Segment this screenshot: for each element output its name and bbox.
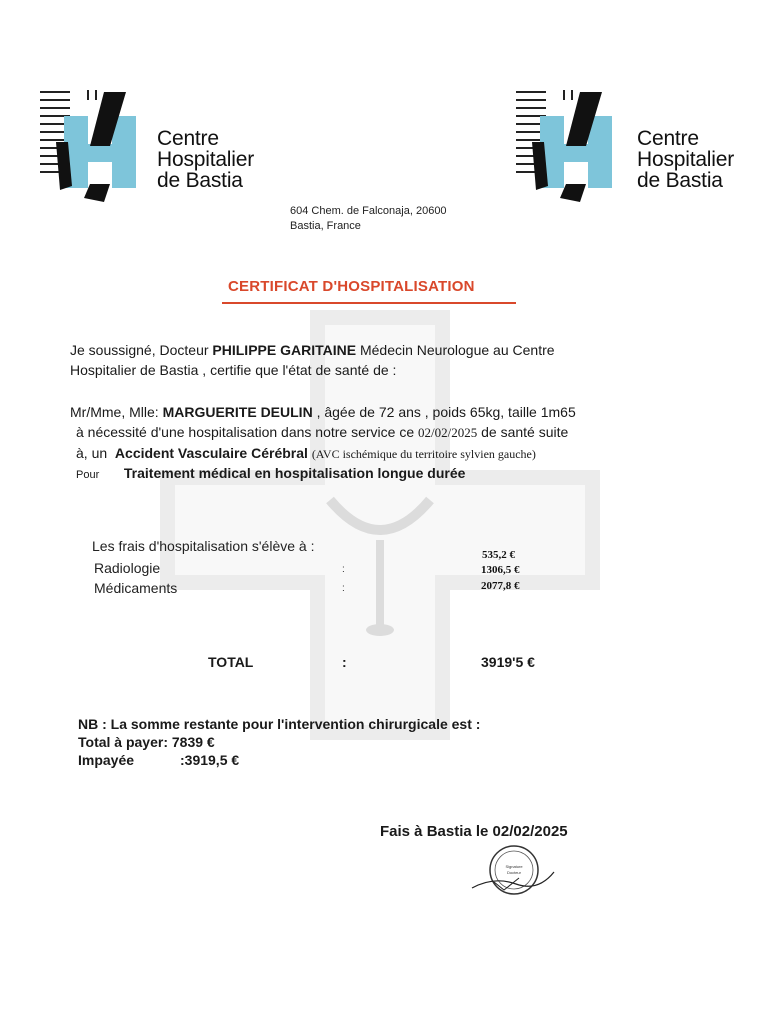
place-date: Fais à Bastia le 02/02/2025 bbox=[380, 823, 568, 840]
doctor-name: PHILIPPE GARITAINE bbox=[212, 342, 357, 358]
fee-value-0: 535,2 € bbox=[482, 549, 515, 561]
logo-text-line2: Hospitalier bbox=[157, 148, 255, 171]
patient-line4-prefix: Pour bbox=[76, 469, 100, 481]
patient-prefix: Mr/Mme, Mlle: bbox=[70, 404, 159, 420]
diagnosis: Accident Vasculaire Cérébral bbox=[114, 445, 308, 461]
total-sep: : bbox=[342, 654, 347, 670]
doctor-role: Médecin Neurologue au Centre bbox=[359, 342, 555, 358]
note-line3 bbox=[78, 750, 239, 770]
patient-name: MARGUERITE DEULIN bbox=[162, 404, 313, 420]
logo-mark-icon bbox=[40, 86, 160, 206]
fee-value-2: 2077,8 € bbox=[481, 580, 520, 592]
patient-details: , âgée de 72 ans , poids 65kg, taille 1m65 bbox=[316, 404, 576, 420]
fee-value-1: 1306,5 € bbox=[481, 564, 520, 576]
hospital-logo-left bbox=[40, 86, 280, 206]
svg-text:Docteur: Docteur bbox=[506, 870, 522, 875]
logo-text-line1: Centre bbox=[637, 127, 699, 150]
intro-line2: Hospitalier de Bastia , certifie que l'état de santé de : bbox=[70, 362, 397, 378]
signature-stamp-icon bbox=[464, 842, 564, 902]
intro-prefix: Je soussigné, Docteur bbox=[70, 342, 209, 358]
note-line1: NB : La somme restante pour l'intervention chirurgicale est : bbox=[78, 716, 481, 732]
fee-sep-2: : bbox=[342, 583, 345, 594]
address-line2: Bastia, France bbox=[290, 220, 361, 232]
patient-line2-a: à nécessité d'une hospitalisation dans notre service ce bbox=[76, 424, 415, 440]
hospital-logo-right bbox=[516, 86, 756, 206]
hospitalization-date: 02/02/2025 bbox=[418, 425, 478, 440]
patient-line3-prefix: à, un bbox=[76, 445, 108, 461]
unpaid-value: :3919,5 € bbox=[180, 752, 240, 768]
patient-line1 bbox=[70, 402, 576, 422]
svg-text:Signature: Signature bbox=[505, 864, 523, 869]
fee-label-2: Médicaments bbox=[94, 580, 178, 596]
unpaid-label: Impayée bbox=[78, 752, 135, 768]
patient-line2-b: de santé suite bbox=[481, 424, 569, 440]
total-label: TOTAL bbox=[208, 654, 254, 670]
patient-line3 bbox=[76, 443, 536, 464]
intro-line1 bbox=[70, 340, 555, 360]
document-title: CERTIFICAT D'HOSPITALISATION bbox=[228, 278, 475, 295]
note-line2: Total à payer: 7839 € bbox=[78, 734, 215, 750]
logo-text-line2: Hospitalier bbox=[637, 148, 735, 171]
patient-line2 bbox=[76, 422, 568, 443]
hospital-address bbox=[290, 204, 447, 234]
total-value: 3919'5 € bbox=[481, 654, 535, 670]
treatment: Traitement médical en hospitalisation longue durée bbox=[123, 465, 466, 481]
diagnosis-detail: (AVC ischémique du territoire sylvien gauche) bbox=[311, 447, 536, 461]
logo-text-line1: Centre bbox=[157, 127, 219, 150]
logo-mark-icon bbox=[516, 86, 636, 206]
fee-sep-1: : bbox=[342, 564, 345, 575]
fees-intro: Les frais d'hospitalisation s'élève à : bbox=[92, 538, 315, 554]
address-line1: 604 Chem. de Falconaja, 20600 bbox=[290, 205, 447, 217]
patient-line4 bbox=[76, 463, 465, 485]
logo-text-line3: de Bastia bbox=[637, 169, 723, 192]
logo-text-line3: de Bastia bbox=[157, 169, 243, 192]
title-underline bbox=[222, 302, 516, 304]
fee-label-1: Radiologie bbox=[94, 560, 161, 576]
